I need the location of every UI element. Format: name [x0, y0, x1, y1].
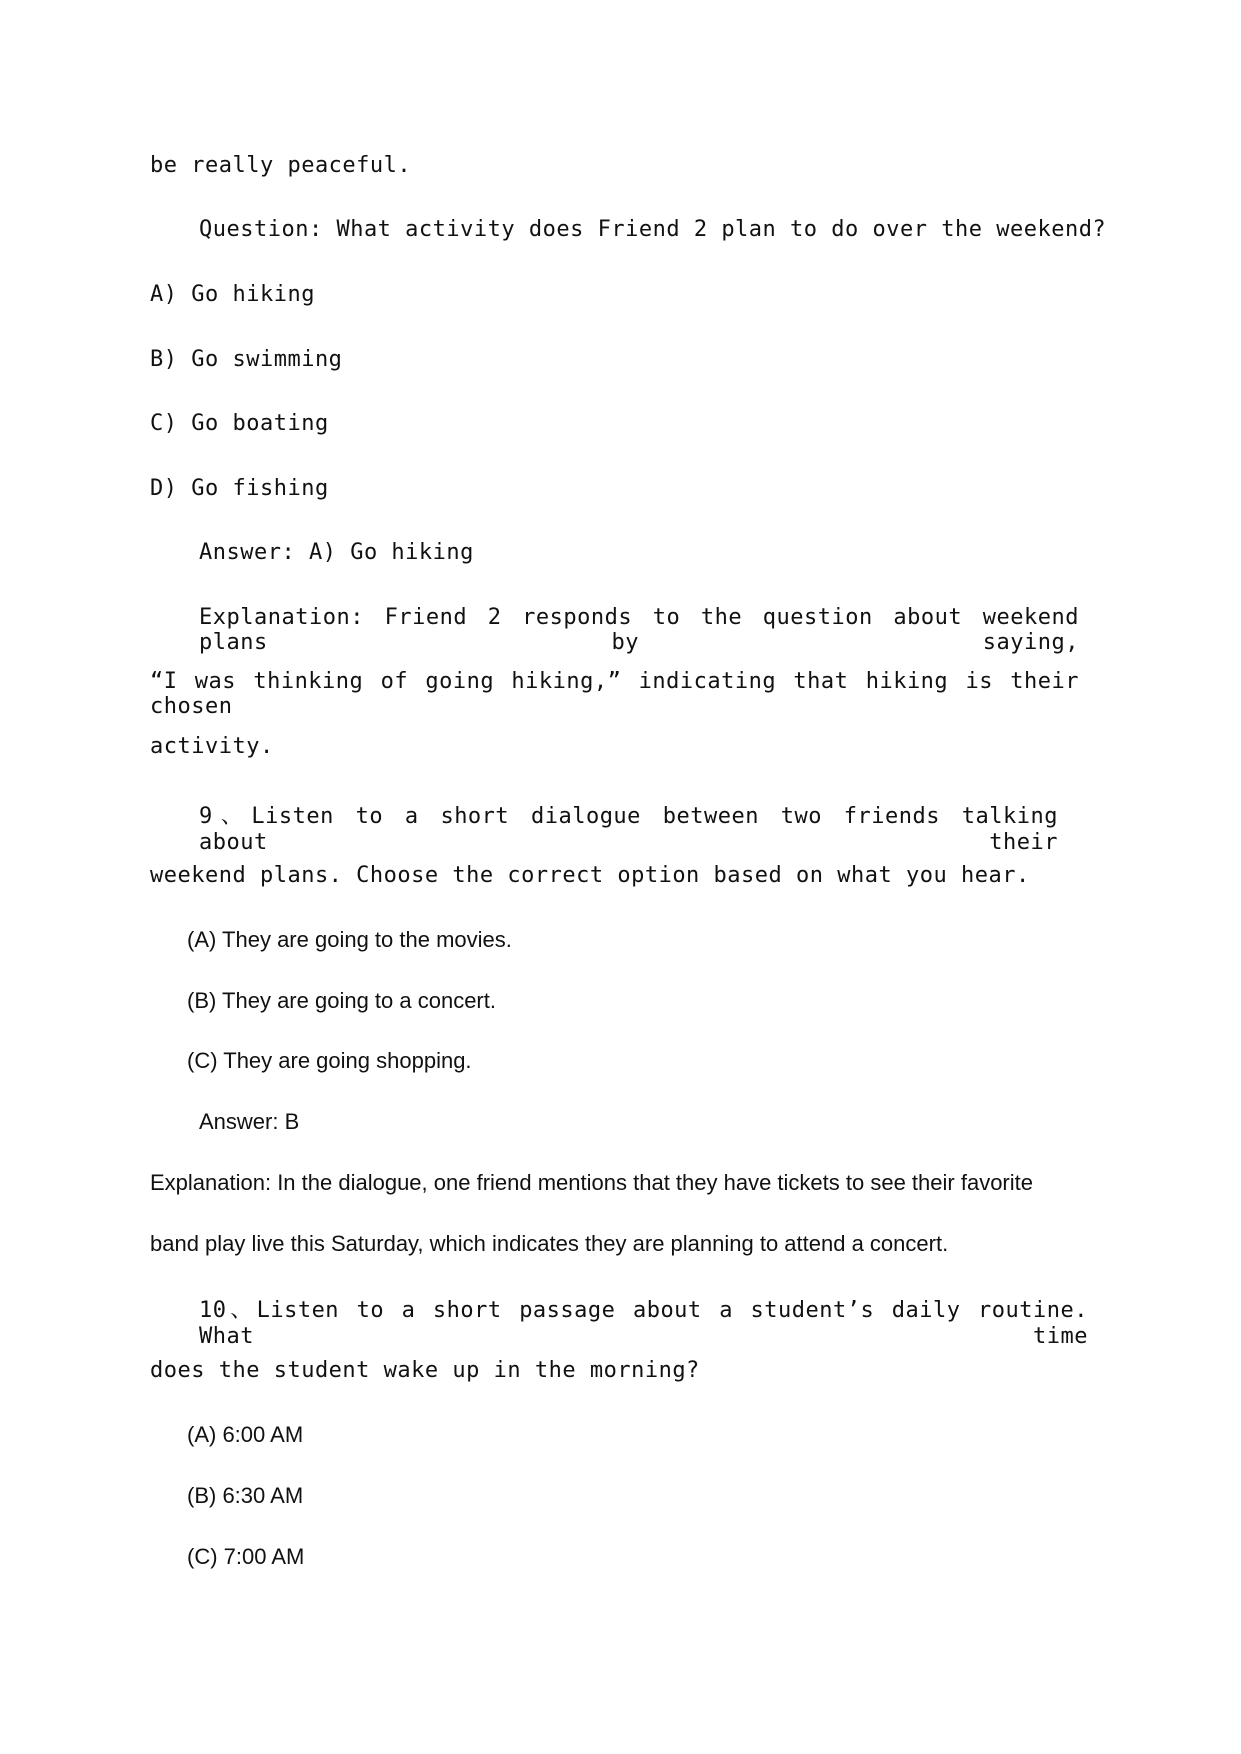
- q8-option-b: B) Go swimming: [150, 347, 343, 372]
- q8-explanation-line-2: “I was thinking of going hiking,” indicating that hiking is their chosen: [150, 669, 1079, 719]
- q9-answer: Answer: B: [199, 1109, 300, 1134]
- q9-explanation-line-1: Explanation: In the dialogue, one friend mentions that they have tickets to see their favorite: [150, 1170, 1033, 1195]
- q8-option-a: A) Go hiking: [150, 282, 315, 307]
- q9-prompt-line-2: weekend plans. Choose the correct option based on what you hear.: [150, 863, 1030, 888]
- q8-tail-text: be really peaceful.: [150, 153, 412, 178]
- q8-option-d: D) Go fishing: [150, 476, 329, 501]
- q9-option-c: (C) They are going shopping.: [187, 1048, 472, 1073]
- q8-answer: Answer: A) Go hiking: [199, 540, 474, 565]
- q9-option-a: (A) They are going to the movies.: [187, 927, 512, 952]
- q8-option-c: C) Go boating: [150, 411, 329, 436]
- q10-option-c: (C) 7:00 AM: [187, 1544, 305, 1569]
- q8-explanation-line-3: activity.: [150, 734, 274, 759]
- q9-explanation-line-2: band play live this Saturday, which indicates they are planning to attend a concert.: [150, 1231, 949, 1256]
- q10-prompt-line-1: 10、Listen to a short passage about a student’s daily routine. What time: [199, 1298, 1088, 1349]
- q9-option-b: (B) They are going to a concert.: [187, 988, 496, 1013]
- q8-question: Question: What activity does Friend 2 plan to do over the weekend?: [199, 217, 1107, 242]
- q10-option-a: (A) 6:00 AM: [187, 1422, 304, 1447]
- q10-option-b: (B) 6:30 AM: [187, 1483, 304, 1508]
- q8-explanation-line-1: Explanation: Friend 2 responds to the question about weekend plans by saying,: [199, 605, 1079, 655]
- q9-prompt-line-1: 9、Listen to a short dialogue between two friends talking about their: [199, 804, 1058, 855]
- q10-prompt-line-2: does the student wake up in the morning?: [150, 1358, 700, 1383]
